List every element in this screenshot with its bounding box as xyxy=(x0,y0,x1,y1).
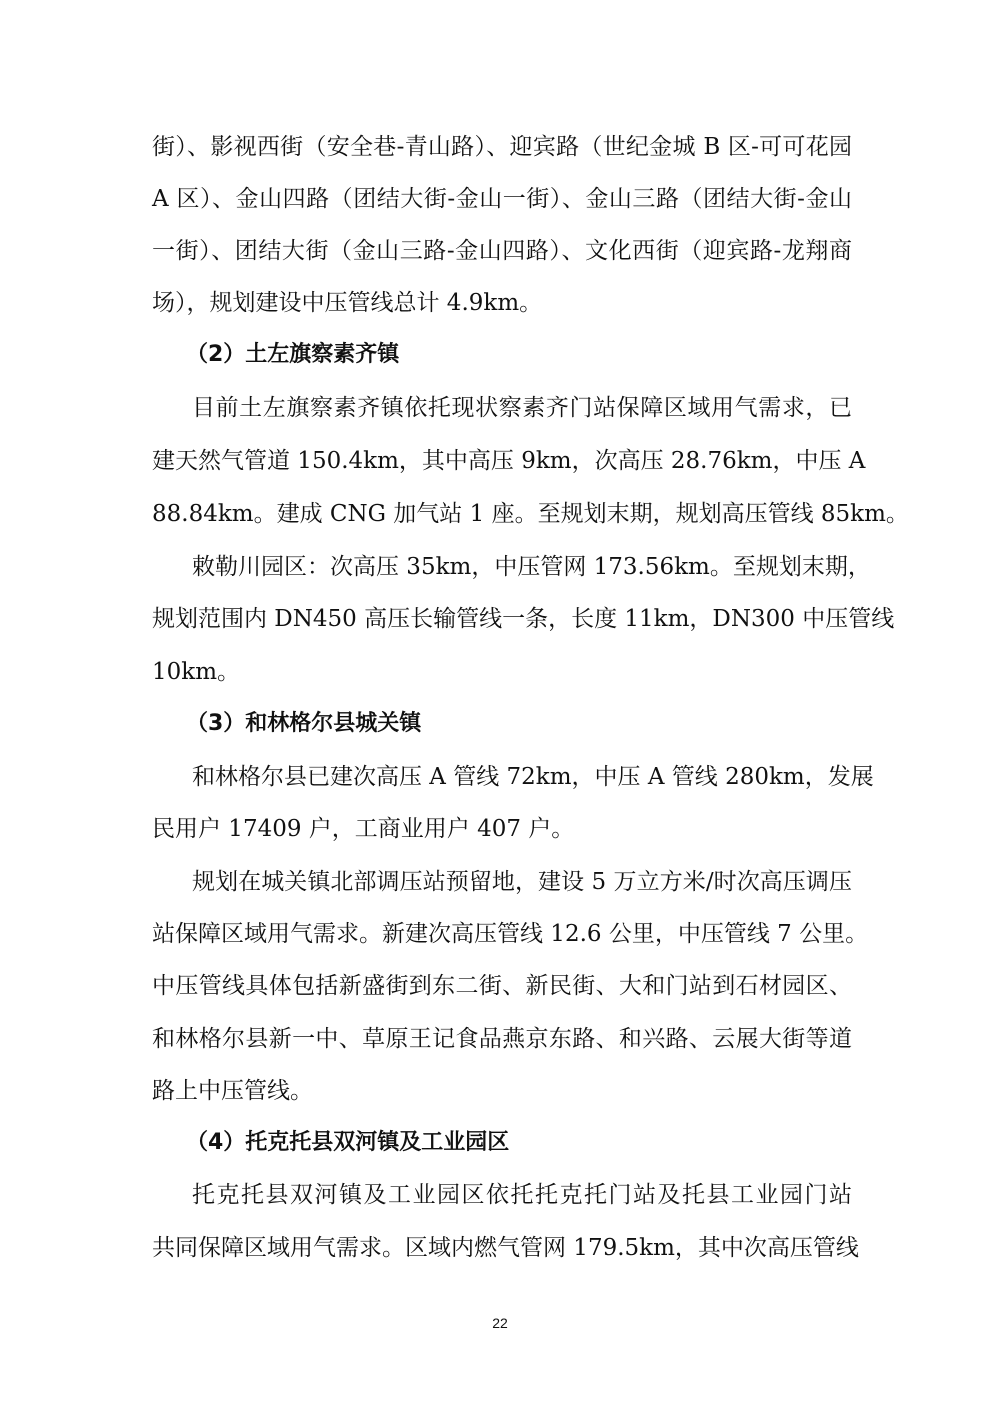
body-text-line: A 区）、金山四路（团结大街-金山一街）、金山三路（团结大街-金山 xyxy=(152,186,852,212)
body-text-line: 规划在城关镇北部调压站预留地，建设 5 万立方米/时次高压调压 xyxy=(192,869,852,895)
body-text-line: 建天然气管道 150.4km，其中高压 9km，次高压 28.76km，中压 A xyxy=(152,448,866,474)
body-text-line: 路上中压管线。 xyxy=(152,1078,313,1104)
body-text-line: 共同保障区域用气需求。区域内燃气管网 179.5km，其中次高压管线 xyxy=(152,1235,859,1261)
body-text-line: 88.84km。建成 CNG 加气站 1 座。至规划末期，规划高压管线 85km。 xyxy=(152,501,909,527)
body-text-line: 街）、影视西街（安全巷-青山路）、迎宾路（世纪金城 B 区-可可花园 xyxy=(152,134,852,160)
body-text-line: 一街）、团结大街（金山三路-金山四路）、文化西街（迎宾路-龙翔商 xyxy=(152,238,852,264)
body-text-line: 站保障区域用气需求。新建次高压管线 12.6 公里，中压管线 7 公里。 xyxy=(152,921,869,947)
body-text-line: 民用户 17409 户，工商业用户 407 户。 xyxy=(152,816,575,842)
body-text-line: 目前土左旗察素齐镇依托现状察素齐门站保障区域用气需求，已 xyxy=(192,395,852,421)
body-text-line: 规划范围内 DN450 高压长输管线一条，长度 11km，DN300 中压管线 xyxy=(152,606,895,632)
section-heading: （4）托克托县双河镇及工业园区 xyxy=(186,1130,510,1155)
body-text-line: 10km。 xyxy=(152,659,241,685)
body-text-line: 和林格尔县新一中、草原王记食品燕京东路、和兴路、云展大街等道 xyxy=(152,1026,852,1052)
body-text-line: 场），规划建设中压管线总计 4.9km。 xyxy=(152,290,543,316)
section-heading: （3）和林格尔县城关镇 xyxy=(186,711,422,736)
page-number: 22 xyxy=(492,1315,508,1331)
section-heading: （2）土左旗察素齐镇 xyxy=(186,342,400,367)
body-text-line: 托克托县双河镇及工业园区依托托克托门站及托县工业园门站 xyxy=(192,1182,852,1208)
body-text-line: 敕勒川园区：次高压 35km，中压管网 173.56km。至规划末期， xyxy=(192,554,871,580)
body-text-line: 和林格尔县已建次高压 A 管线 72km，中压 A 管线 280km，发展 xyxy=(192,764,874,790)
body-text-line: 中压管线具体包括新盛街到东二街、新民街、大和门站到石材园区、 xyxy=(152,973,852,999)
